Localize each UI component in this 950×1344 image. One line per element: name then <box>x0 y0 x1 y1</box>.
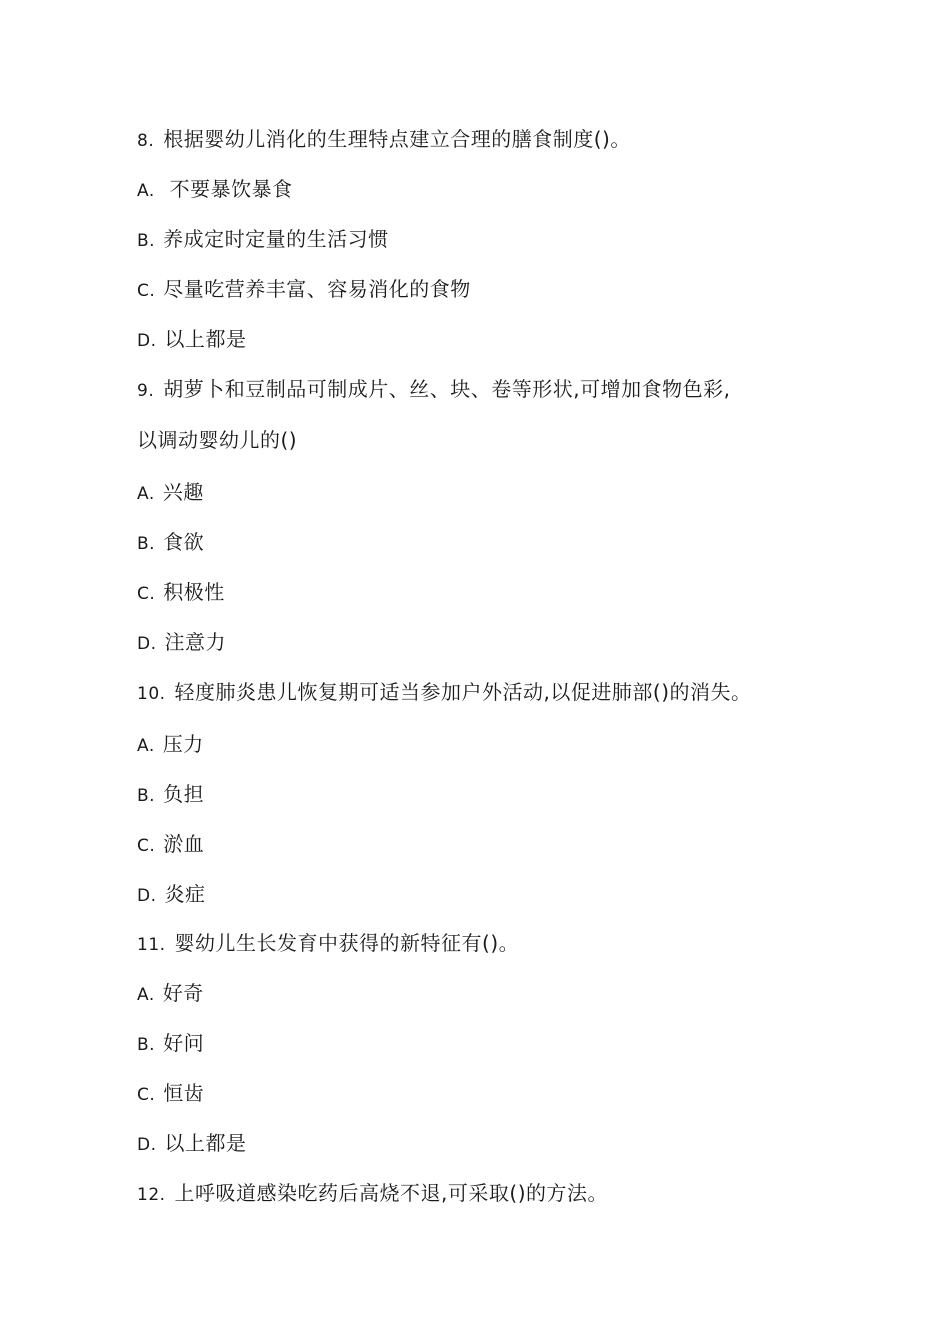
option-letter: B. <box>137 1035 156 1055</box>
option-letter: C. <box>137 836 156 856</box>
question-text: 根据婴幼儿消化的生理特点建立合理的膳食制度()。 <box>163 127 631 151</box>
option-text: 以上都是 <box>164 327 247 351</box>
question-12-stem <box>137 1180 608 1208</box>
option-text: 负担 <box>163 782 205 806</box>
option-text: 兴趣 <box>162 480 204 504</box>
question-number: 11. <box>137 935 166 955</box>
question-8-option-a <box>137 176 293 204</box>
question-10-option-b <box>137 781 204 809</box>
option-letter: A. <box>137 484 155 504</box>
option-text: 以上都是 <box>164 1131 247 1155</box>
question-9-option-d <box>137 629 226 657</box>
option-text: 淤血 <box>163 832 205 856</box>
option-letter: C. <box>137 1085 156 1105</box>
option-text: 尽量吃营养丰富、容易消化的食物 <box>163 277 471 301</box>
question-number: 10. <box>137 684 166 704</box>
option-text: 好奇 <box>162 981 204 1005</box>
option-text: 注意力 <box>164 630 226 654</box>
option-letter: D. <box>137 634 157 654</box>
option-text: 食欲 <box>163 530 205 554</box>
question-text: 以调动婴幼儿的() <box>137 428 298 452</box>
option-letter: A. <box>137 985 155 1005</box>
question-10-option-d <box>137 881 206 909</box>
option-text: 压力 <box>162 732 204 756</box>
question-9-stem-continued <box>137 427 297 453</box>
option-text: 炎症 <box>164 882 206 906</box>
option-text: 养成定时定量的生活习惯 <box>163 227 389 251</box>
question-10-option-c <box>137 831 204 859</box>
question-8-option-d <box>137 326 247 354</box>
option-letter: B. <box>137 231 156 251</box>
question-10-stem <box>137 679 752 707</box>
question-11-stem <box>137 930 519 958</box>
option-text: 积极性 <box>163 580 225 604</box>
question-9-option-c <box>137 579 225 607</box>
question-number: 9. <box>137 381 155 401</box>
question-10-option-a <box>137 731 204 759</box>
question-9-stem <box>137 376 730 404</box>
question-11-option-c <box>137 1080 204 1108</box>
option-letter: D. <box>137 886 157 906</box>
question-text: 轻度肺炎患儿恢复期可适当参加户外活动,以促进肺部()的消失。 <box>174 680 752 704</box>
question-8-option-b <box>137 226 389 254</box>
question-number: 12. <box>137 1185 166 1205</box>
option-letter: B. <box>137 534 156 554</box>
question-number: 8. <box>137 131 155 151</box>
question-text: 婴幼儿生长发育中获得的新特征有()。 <box>174 931 520 955</box>
question-text: 上呼吸道感染吃药后高烧不退,可采取()的方法。 <box>174 1181 609 1205</box>
option-letter: B. <box>137 786 156 806</box>
option-letter: A. <box>137 181 155 201</box>
question-9-option-a <box>137 479 204 507</box>
option-letter: D. <box>137 331 157 351</box>
option-letter: C. <box>137 281 156 301</box>
question-8-stem <box>137 126 631 154</box>
option-letter: D. <box>137 1135 157 1155</box>
option-text: 好问 <box>163 1031 205 1055</box>
question-8-option-c <box>137 276 471 304</box>
option-text: 恒齿 <box>163 1081 205 1105</box>
question-11-option-a <box>137 980 204 1008</box>
option-letter: A. <box>137 736 155 756</box>
question-11-option-b <box>137 1030 204 1058</box>
question-9-option-b <box>137 529 204 557</box>
question-11-option-d <box>137 1130 247 1158</box>
option-letter: C. <box>137 584 156 604</box>
option-text: 不要暴饮暴食 <box>162 177 293 201</box>
question-text: 胡萝卜和豆制品可制成片、丝、块、卷等形状,可增加食物色彩, <box>163 377 731 401</box>
